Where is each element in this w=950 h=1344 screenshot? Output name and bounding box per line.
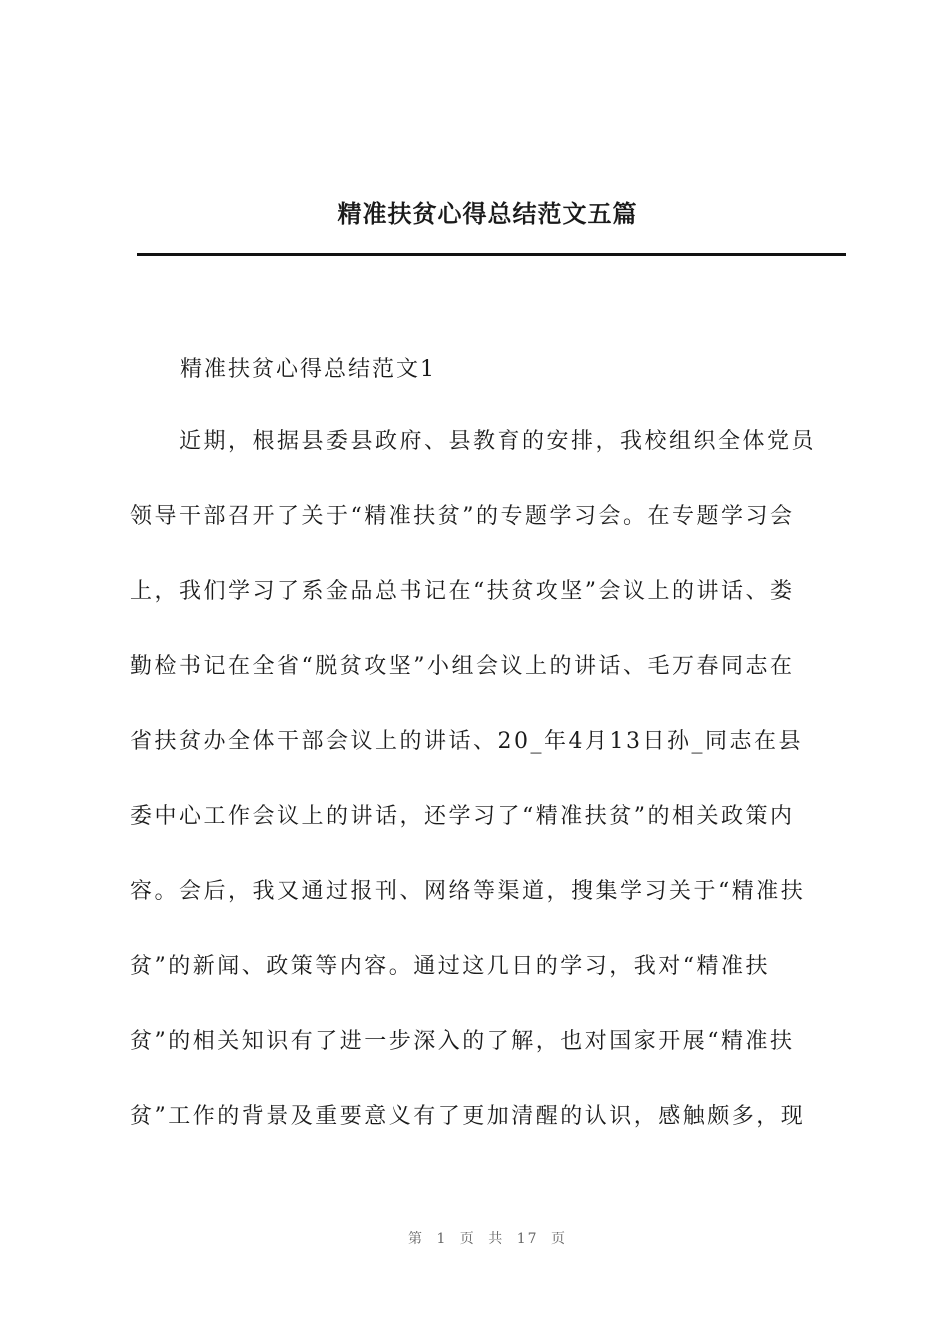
page-number-footer: 第 1 页 共 17 页 bbox=[408, 1231, 567, 1247]
document-title: 精准扶贫心得总结范文五篇 bbox=[337, 199, 638, 228]
section-heading: 精准扶贫心得总结范文1 bbox=[180, 357, 436, 382]
title-underline bbox=[137, 253, 846, 256]
body-line: 贫”的新闻、政策等内容。通过这几日的学习，我对“精准扶 bbox=[130, 954, 770, 979]
body-line: 贫”的相关知识有了进一步深入的了解，也对国家开展“精准扶 bbox=[130, 1029, 795, 1054]
body-line: 省扶贫办全体干部会议上的讲话、20_年4月13日孙_同志在县 bbox=[130, 729, 803, 754]
body-line: 领导干部召开了关于“精准扶贫”的专题学习会。在专题学习会 bbox=[130, 504, 795, 529]
body-line: 委中心工作会议上的讲话，还学习了“精准扶贫”的相关政策内 bbox=[130, 804, 795, 829]
body-line: 贫”工作的背景及重要意义有了更加清醒的认识，感触颇多，现 bbox=[130, 1104, 806, 1129]
body-line: 近期，根据县委县政府、县教育的安排，我校组织全体党员 bbox=[130, 429, 817, 454]
body-line: 勤检书记在全省“脱贫攻坚”小组会议上的讲话、毛万春同志在 bbox=[130, 654, 795, 679]
body-line: 上，我们学习了系金品总书记在“扶贫攻坚”会议上的讲话、娄 bbox=[130, 579, 795, 604]
body-line: 容。会后，我又通过报刊、网络等渠道，搜集学习关于“精准扶 bbox=[130, 879, 806, 904]
